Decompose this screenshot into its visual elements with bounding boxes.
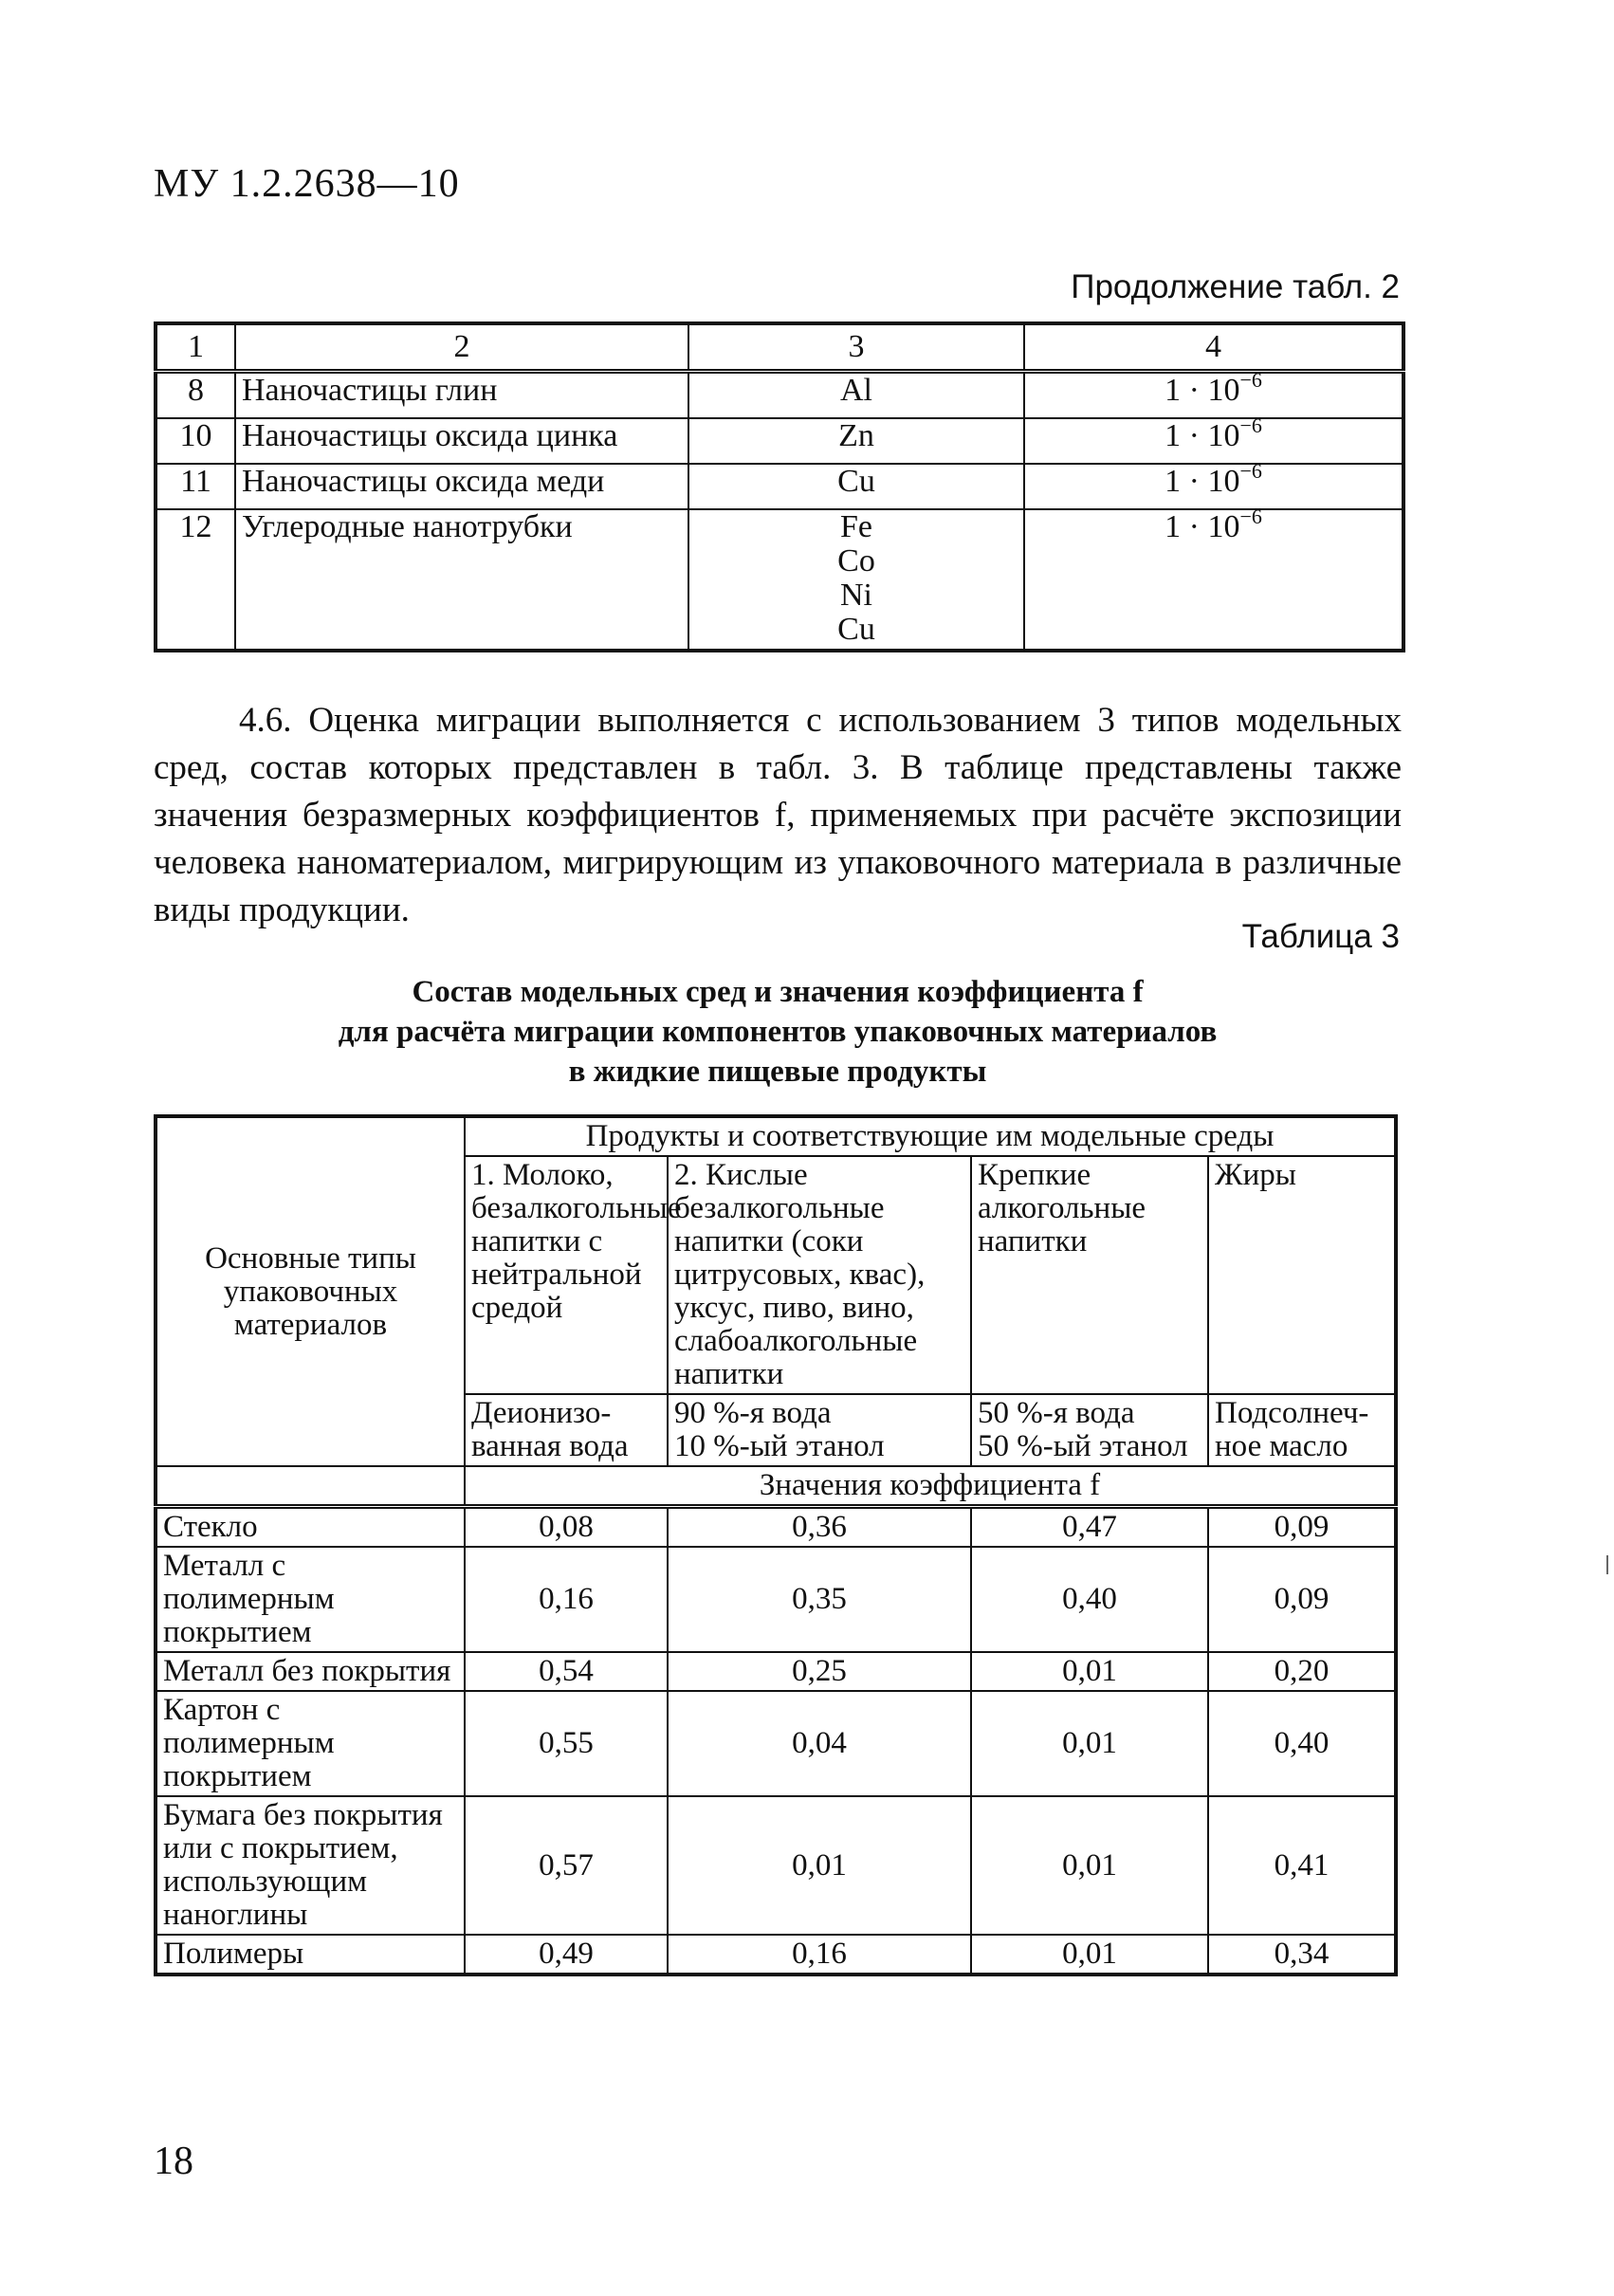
coefficient-value: 0,57 [465,1796,668,1935]
coefficient-value: 0,16 [465,1547,668,1652]
limit-value [1024,505,1403,651]
coefficient-header: Значения коэффициента f [465,1466,1396,1507]
coefficient-value: 0,08 [465,1507,668,1548]
table2-col-header: 4 [1024,323,1403,372]
element-symbol: Cu [688,464,1024,509]
table2-col-header: 3 [688,323,1024,372]
paragraph-4-6: 4.6. Оценка миграции выполняется с использованием 3 типов модельных сред, состав которых представлен в табл. 3. В таблице представлены также значения безразмерных коэффициентов f, применяемых при расчёте экспозиции человека наноматериалом, мигрирующим из упаковочного материала в различные виды продукции. [154,701,1402,929]
limit-mantissa: 1 · 10 [1165,509,1240,544]
table3-title-line: в жидкие пищевые продукты [568,1055,987,1089]
coefficient-value: 0,36 [668,1507,971,1548]
table3-coef-header-row [156,1466,1396,1507]
table-row [156,464,1403,509]
coefficient-value: 0,34 [1208,1935,1396,1975]
table-row [156,509,1403,651]
limit-value [1024,368,1403,419]
coefficient-value: 0,40 [971,1547,1208,1652]
table-row [156,1547,1396,1652]
table-row [156,372,1403,419]
row-number: 11 [156,464,235,509]
limit-exponent: −6 [1239,459,1262,483]
limit-exponent: −6 [1239,505,1262,528]
product-header: Жиры [1208,1156,1396,1394]
material-name: Стекло [156,1507,465,1548]
table-row [156,418,1403,464]
medium-line: 50 %-я вода [978,1396,1135,1430]
element-symbol: Al [688,372,1024,419]
element-symbol: Zn [688,418,1024,464]
coefficient-value: 0,49 [465,1935,668,1975]
medium-line: Деионизо- [471,1396,612,1430]
medium-line: 90 %-я вода [674,1396,832,1430]
model-medium [465,1394,668,1466]
coefficient-value: 0,54 [465,1652,668,1691]
table-row [156,1691,1396,1796]
limit-mantissa: 1 · 10 [1165,418,1240,453]
coefficient-value: 0,09 [1208,1507,1396,1548]
nanomaterial-name: Углеродные нанотрубки [235,509,688,651]
table3-label: Таблица 3 [1241,918,1400,955]
table3 [154,1114,1398,1976]
element-symbol: Co [837,543,875,579]
table2-col-header: 1 [156,323,235,372]
coefficient-value: 0,04 [668,1691,971,1796]
table-row [156,1652,1396,1691]
limit-mantissa: 1 · 10 [1165,373,1240,408]
limit-value [1024,459,1403,509]
table2-col-header: 2 [235,323,688,372]
table2-continuation-label: Продолжение табл. 2 [1071,268,1400,305]
table-row [156,1935,1396,1975]
table3-title [154,972,1402,1092]
row-number: 12 [156,509,235,651]
product-header: 2. Кислые безалкогольные напитки (соки цитрусовых, квас), уксус, пиво, вино, слабоалкогольные напитки [668,1156,971,1394]
coefficient-value: 0,40 [1208,1691,1396,1796]
table2-header-row [156,323,1403,372]
coefficient-value: 0,41 [1208,1796,1396,1935]
group-header: Продукты и соответствующие им модельные среды [465,1116,1396,1156]
document-code: МУ 1.2.2638—10 [154,162,460,206]
table3-group-header-row [156,1116,1396,1156]
table3-title-line: Состав модельных сред и значения коэффициента f [412,975,1144,1009]
limit-exponent: −6 [1239,368,1262,392]
nanomaterial-name: Наночастицы глин [235,372,688,419]
element-symbol: Cu [837,612,875,647]
empty-cell [156,1466,465,1507]
material-name: Бумага без покрытия или с покрытием, использующим наноглины [156,1796,465,1935]
scan-margin-mark [1606,1555,1608,1574]
table-row [156,1796,1396,1935]
coefficient-value: 0,01 [971,1796,1208,1935]
element-symbol: Ni [840,578,872,613]
coefficient-value: 0,47 [971,1507,1208,1548]
material-name: Картон с полимерным покрытием [156,1691,465,1796]
model-medium [1208,1394,1396,1466]
medium-line: ванная вода [471,1429,629,1463]
nanomaterial-name: Наночастицы оксида цинка [235,418,688,464]
row-header: Основные типы упаковочных материалов [156,1116,465,1466]
model-medium [668,1394,971,1466]
nanomaterial-name: Наночастицы оксида меди [235,464,688,509]
coefficient-value: 0,01 [668,1796,971,1935]
model-medium [971,1394,1208,1466]
material-name: Полимеры [156,1935,465,1975]
coefficient-value: 0,25 [668,1652,971,1691]
table3-title-line: для расчёта миграции компонентов упаковочных материалов [338,1015,1218,1049]
material-name: Металл без покрытия [156,1652,465,1691]
limit-mantissa: 1 · 10 [1165,464,1240,499]
limit-value [1024,413,1403,464]
limit-exponent: −6 [1239,413,1262,437]
medium-line: 50 %-ый этанол [978,1429,1188,1463]
product-header: 1. Молоко, безалкогольные напитки с нейтральной средой [465,1156,668,1394]
coefficient-value: 0,01 [971,1935,1208,1975]
element-symbol-list [688,509,1024,651]
row-number: 8 [156,372,235,419]
material-name: Металл с полимерным покрытием [156,1547,465,1652]
coefficient-value: 0,01 [971,1691,1208,1796]
medium-line: 10 %-ый этанол [674,1429,885,1463]
medium-line: Подсолнеч- [1215,1396,1369,1430]
page-number: 18 [154,2140,193,2183]
element-symbol: Fe [840,509,872,544]
coefficient-value: 0,09 [1208,1547,1396,1652]
coefficient-value: 0,01 [971,1652,1208,1691]
coefficient-value: 0,16 [668,1935,971,1975]
coefficient-value: 0,55 [465,1691,668,1796]
coefficient-value: 0,35 [668,1547,971,1652]
table2 [154,321,1405,652]
product-header: Крепкие алкогольные напитки [971,1156,1208,1394]
coefficient-value: 0,20 [1208,1652,1396,1691]
medium-line: ное масло [1215,1429,1348,1463]
row-number: 10 [156,418,235,464]
table-row [156,1507,1396,1548]
